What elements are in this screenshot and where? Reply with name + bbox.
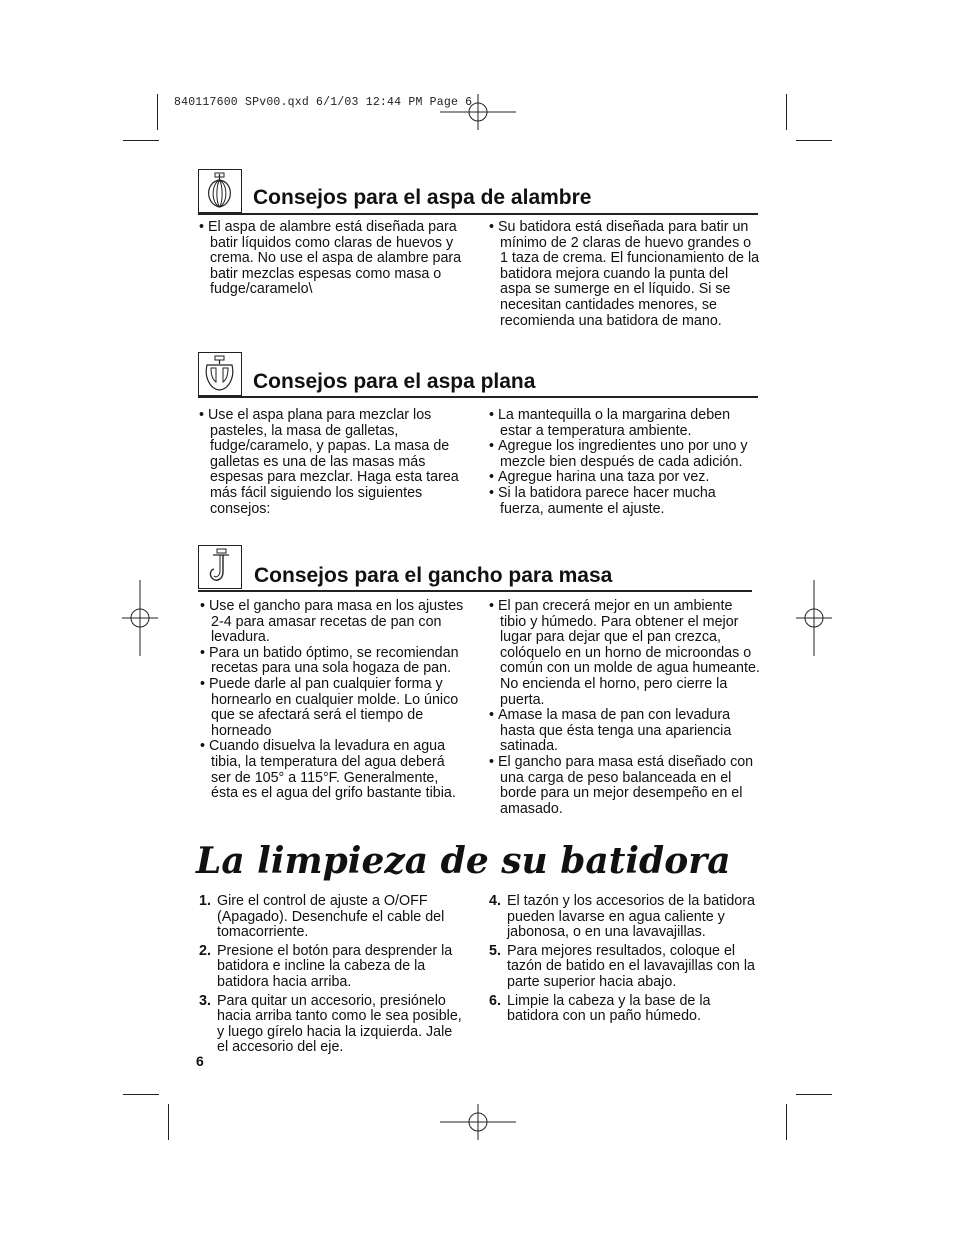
registration-mark-top xyxy=(440,94,516,130)
crop-mark xyxy=(157,94,158,130)
list-item: • Agregue harina una taza por vez. xyxy=(489,470,761,486)
step-text: El tazón y los accesorios de la batidora pueden lavarse en agua caliente y jabonosa, o en una lavavajillas. xyxy=(507,893,755,941)
list-item xyxy=(199,994,465,1056)
flat-beater-icon xyxy=(198,352,242,396)
crop-mark xyxy=(786,94,787,130)
step-text: Para mejores resultados, coloque el tazón de batido en el lavavajillas con la parte superior hacia abajo. xyxy=(507,942,755,990)
list-item xyxy=(199,944,465,991)
list-item: • Use el aspa plana para mezclar los pasteles, la masa de galletas, fudge/caramelo, y papas. La masa de galletas es una de las masas más espesas para mezclar. Haga esta tarea más fácil siguiendo los siguientes consejos: xyxy=(199,408,467,517)
list-item xyxy=(199,894,465,941)
list-item: • El aspa de alambre está diseñada para batir líquidos como claras de huevos y crema. No use el aspa de alambre para batir mezclas espesas como masa o fudge/caramelo\ xyxy=(199,220,469,298)
crop-mark xyxy=(796,140,832,141)
list-item: • Para un batido óptimo, se recomiendan recetas para una sola hogaza de pan. xyxy=(200,646,468,677)
step-number: 5. xyxy=(489,942,501,959)
flat-beater-right-list xyxy=(489,408,761,517)
step-number: 3. xyxy=(199,992,211,1009)
list-item: • Amase la masa de pan con levadura hasta que ésta tenga una apariencia satinada. xyxy=(489,708,761,755)
crop-mark xyxy=(168,1104,169,1140)
dough-hook-left-list xyxy=(200,599,468,802)
step-text: Gire el control de ajuste a O/OFF (Apagado). Desenchufe el cable del tomacorriente. xyxy=(217,893,445,941)
section-heading-wire-whisk: Consejos para el aspa de alambre xyxy=(253,186,592,209)
step-text: Presione el botón para desprender la batidora e incline la cabeza de la batidora hacia arriba. xyxy=(217,942,453,990)
registration-mark-right xyxy=(796,580,832,656)
wire-whisk-icon xyxy=(198,169,242,213)
step-number: 6. xyxy=(489,992,501,1009)
flat-beater-left-list xyxy=(199,408,467,517)
list-item xyxy=(489,894,761,941)
crop-mark xyxy=(123,1094,159,1095)
list-item: • Agregue los ingredientes uno por uno y mezcle bien después de cada adición. xyxy=(489,439,761,470)
list-item xyxy=(489,944,761,991)
list-item: • El gancho para masa está diseñado con una carga de peso balanceada en el borde para un mejor desempeño en el amasado. xyxy=(489,755,761,817)
dough-hook-right-list xyxy=(489,599,761,817)
list-item: • Su batidora está diseñada para batir un mínimo de 2 claras de huevo grandes o 1 taza de crema. El funcionamiento de la batidora mejora cuando la punta del aspa se sumerge en el líquido. Si se necesitan cantidades menores, se recomienda una batidora de mano. xyxy=(489,220,761,329)
wire-whisk-left-list xyxy=(199,220,469,298)
section-rule xyxy=(198,396,758,398)
cleaning-title: La limpieza de su batidora xyxy=(196,840,731,882)
cleaning-steps-right xyxy=(489,894,761,1028)
list-item: • El pan crecerá mejor en un ambiente tibio y húmedo. Para obtener el mejor lugar para dejar que el pan crezca, colóquelo en un horno de microondas o común con un molde de agua humeante. No encienda el horno, pero cierre la puerta. xyxy=(489,599,761,708)
section-rule xyxy=(198,213,758,215)
dough-hook-icon xyxy=(198,545,242,589)
step-text: Limpie la cabeza y la base de la batidora con un paño húmedo. xyxy=(507,992,711,1025)
print-slug: 840117600 SPv00.qxd 6/1/03 12:44 PM Page 6 xyxy=(174,96,473,109)
crop-mark xyxy=(786,1104,787,1140)
step-number: 2. xyxy=(199,942,211,959)
list-item: • Cuando disuelva la levadura en agua tibia, la temperatura del agua deberá ser de 105° a 115°F. Generalmente, ésta es el agua del grifo bastante tibia. xyxy=(200,739,468,801)
list-item: • Use el gancho para masa en los ajustes 2-4 para amasar recetas de pan con levadura. xyxy=(200,599,468,646)
list-item: • Puede darle al pan cualquier forma y hornearlo en cualquier molde. Lo único que se afectará será el tiempo de horneado xyxy=(200,677,468,739)
step-text: Para quitar un accesorio, presiónelo hacia arriba tanto como le sea posible, y luego gírelo hacia la izquierda. Jale el accesorio del eje. xyxy=(217,992,462,1056)
list-item: • Si la batidora parece hacer mucha fuerza, aumente el ajuste. xyxy=(489,486,761,517)
section-heading-flat-beater: Consejos para el aspa plana xyxy=(253,370,536,393)
crop-mark xyxy=(796,1094,832,1095)
wire-whisk-right-list xyxy=(489,220,761,329)
list-item: • La mantequilla o la margarina deben estar a temperatura ambiente. xyxy=(489,408,761,439)
section-rule xyxy=(198,590,752,592)
registration-mark-bottom xyxy=(440,1104,516,1140)
page-number: 6 xyxy=(196,1053,204,1069)
cleaning-steps-left xyxy=(199,894,465,1059)
step-number: 1. xyxy=(199,893,211,909)
step-number: 4. xyxy=(489,893,501,909)
registration-mark-left xyxy=(122,580,158,656)
section-heading-dough-hook: Consejos para el gancho para masa xyxy=(254,564,613,587)
crop-mark xyxy=(123,140,159,141)
list-item xyxy=(489,994,761,1025)
